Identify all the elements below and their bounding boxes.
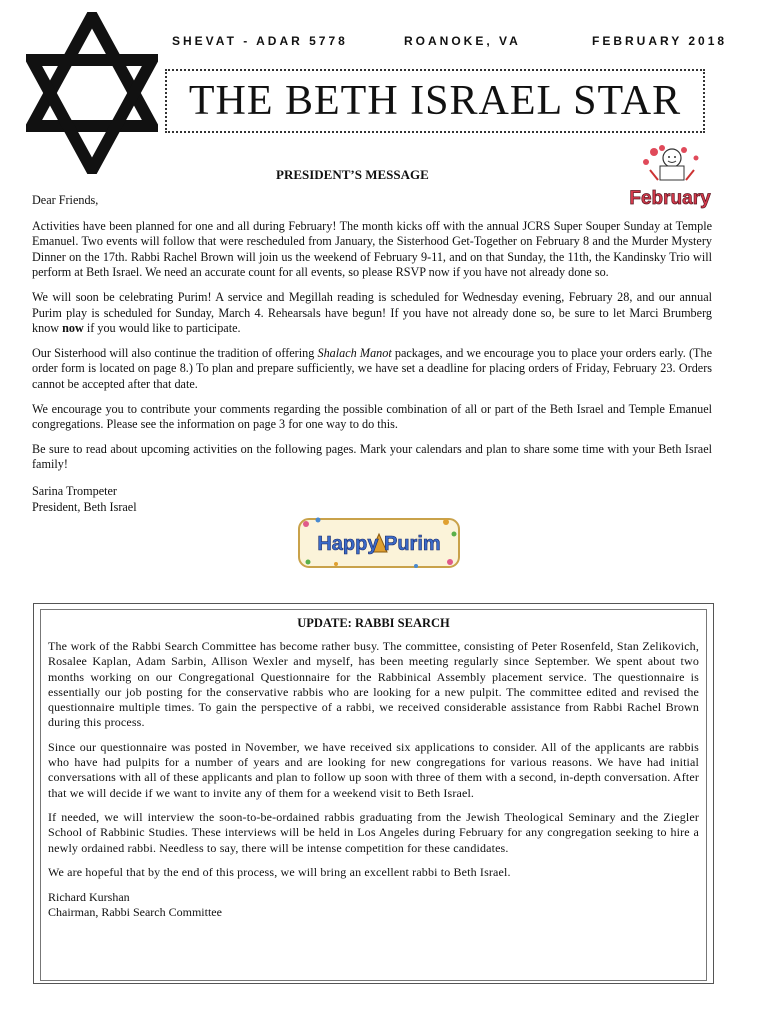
emphasis-now: now xyxy=(62,321,84,336)
presidents-message-body xyxy=(32,193,712,515)
purim-art-text: Happy Purim xyxy=(317,533,441,555)
president-paragraph-4: We encourage you to contribute your comments regarding the possible combination of all or part of the Beth Israel and Temple Emanuel congregations. Please see the information on page 3 for one way to do this. xyxy=(32,401,712,432)
rabbi-paragraph-3: If needed, we will interview the soon-to-be-ordained rabbis graduating from the Jewish Theological Seminary and the Ziegler School of Rabbinic Studies. These interviews will be held in Los Angeles during February for any congregation seeking to hire a newly ordained rabbi. Needless to say, there will be intense competition for these candidates. xyxy=(48,809,699,855)
february-art-text: February xyxy=(629,188,711,209)
rabbi-signature xyxy=(48,890,699,921)
rabbi-search-inner xyxy=(40,609,707,981)
rabbi-paragraph-4: We are hopeful that by the end of this process, we will bring an excellent rabbi to Beth Israel. xyxy=(48,864,511,879)
rabbi-search-heading: UPDATE: RABBI SEARCH xyxy=(297,616,450,630)
masthead-box xyxy=(165,69,705,133)
shalach-manot-term: Shalach Manot xyxy=(317,345,392,360)
masthead-info-bar xyxy=(172,34,728,50)
rabbi-paragraph-1: The work of the Rabbi Search Committee has become rather busy. The committee, consisting of Peter Rosenfeld, Stan Zelikovich, Rosalee Kaplan, Adam Sarbin, Allison Wexler and myself, has been meeting regularly since September. We spent about two months working on our Congregational Questionnaire for the Rabbinical Assembly placement service. The questionnaire is essentially our job posting for the conservative rabbis who are looking for a new pulpit. The committee edited and revised the questionnaire multiple times. To gain the perspective of a rabbi, we received considerable assistance from Rabbi Rachel Brown during this process. xyxy=(48,639,699,730)
newsletter-title: THE BETH ISRAEL STAR xyxy=(188,78,682,124)
signature-title: President, Beth Israel xyxy=(32,499,137,514)
hebrew-months: SHEVAT - ADAR 5778 xyxy=(172,34,348,48)
signature-name: Sarina Trompeter xyxy=(32,483,117,498)
president-paragraph-1: Activities have been planned for one and all during February! The month kicks off with the annual JCRS Super Souper Sunday at Temple Emanuel. Two events will follow that were rescheduled from January, the Sisterhood Get-Together on February 8 and the Murder Mystery Dinner on the 17th. Rabbi Rachel Brown will join us the weekend of February 9-11, and on that Sunday, the 11th, the Kandinsky Trio will perform at Beth Israel. We need an accurate count for all events, so please RSVP now if you have not already done so. xyxy=(32,218,712,280)
happy-purim-clipart xyxy=(296,514,462,572)
chair-name: Richard Kurshan xyxy=(48,890,130,905)
location: ROANOKE, VA xyxy=(404,34,521,48)
greeting: Dear Friends, xyxy=(32,193,99,207)
presidents-message-heading: PRESIDENT’S MESSAGE xyxy=(276,167,429,182)
star-of-david-icon xyxy=(26,12,158,174)
president-paragraph-3: Our Sisterhood will also continue the tradition of offering Shalach Manot packages, and we encourage you to place your orders early. (The order form is located on page 8.) To plan and prepare sufficiently, we have set a deadline for placing orders of Friday, February 23. Orders cannot be accepted after that date. xyxy=(32,345,712,391)
rabbi-paragraph-2: Since our questionnaire was posted in November, we have received six applications to consider. All of the applicants are rabbis who have had pulpits for a number of years and are looking for new congregations for various reasons. We have had initial conversations with all of these applicants and plan to follow up soon with three of them with a second, in-depth conversation. After that we will decide if we want to invite any of them for a weekend visit to Beth Israel. xyxy=(48,739,699,800)
rabbi-search-box xyxy=(33,603,714,984)
president-signature xyxy=(32,484,712,515)
president-paragraph-2: We will soon be celebrating Purim! A service and Megillah reading is scheduled for Wednesday evening, February 28, and our annual Purim play is scheduled for Sunday, March 4. Rehearsals have begun! If you have not already done so, be sure to let Marci Brumberg know now if you would like to participate. xyxy=(32,289,712,336)
president-paragraph-5: Be sure to read about upcoming activities on the following pages. Mark your calendars and plan to share some time with your Beth Israel family! xyxy=(32,441,712,472)
chair-title: Chairman, Rabbi Search Committee xyxy=(48,905,222,920)
issue-date: FEBRUARY 2018 xyxy=(592,34,728,48)
